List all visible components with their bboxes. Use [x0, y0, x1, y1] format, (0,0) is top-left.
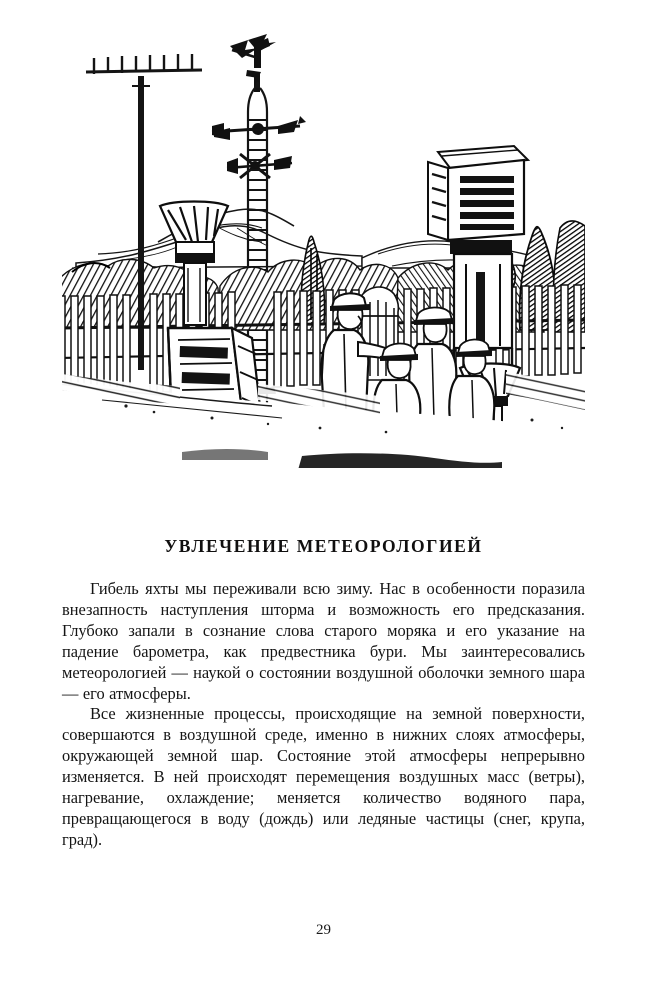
page-number: 29	[316, 922, 331, 938]
meteorological-station-illustration	[62, 28, 585, 468]
wind-vane-icon	[230, 34, 276, 68]
body-paragraph-1: Гибель яхты мы переживали всю зиму. Нас в особенности поразила внезапность наступления шторма и возможность его предсказания. Глубоко запали в сознание слова старого моряка и его указание на падение барометра, как предвестника бури. Мы заинтересовались метеорологией — наукой о состоянии воздушной оболочки земного шара — его атмосферы.	[62, 579, 585, 703]
text-column	[62, 536, 585, 851]
chapter-title: УВЛЕЧЕНИЕ МЕТЕОРОЛОГИЕЙ	[164, 536, 483, 556]
body-paragraph-2: Все жизненные процессы, происходящие на земной поверхности, совершаются в воздушной среде, именно в нижних слоях атмосферы, окружающей земной шар. Состояние этой атмосферы непрерывно изменяется. В ней происходят перемещения воздушных масс (ветры), нагревание, охлаждение; меняется количество водяного пара, превращающегося в воду (дождь) или ледяные частицы (снег, крупа, град).	[62, 704, 585, 849]
